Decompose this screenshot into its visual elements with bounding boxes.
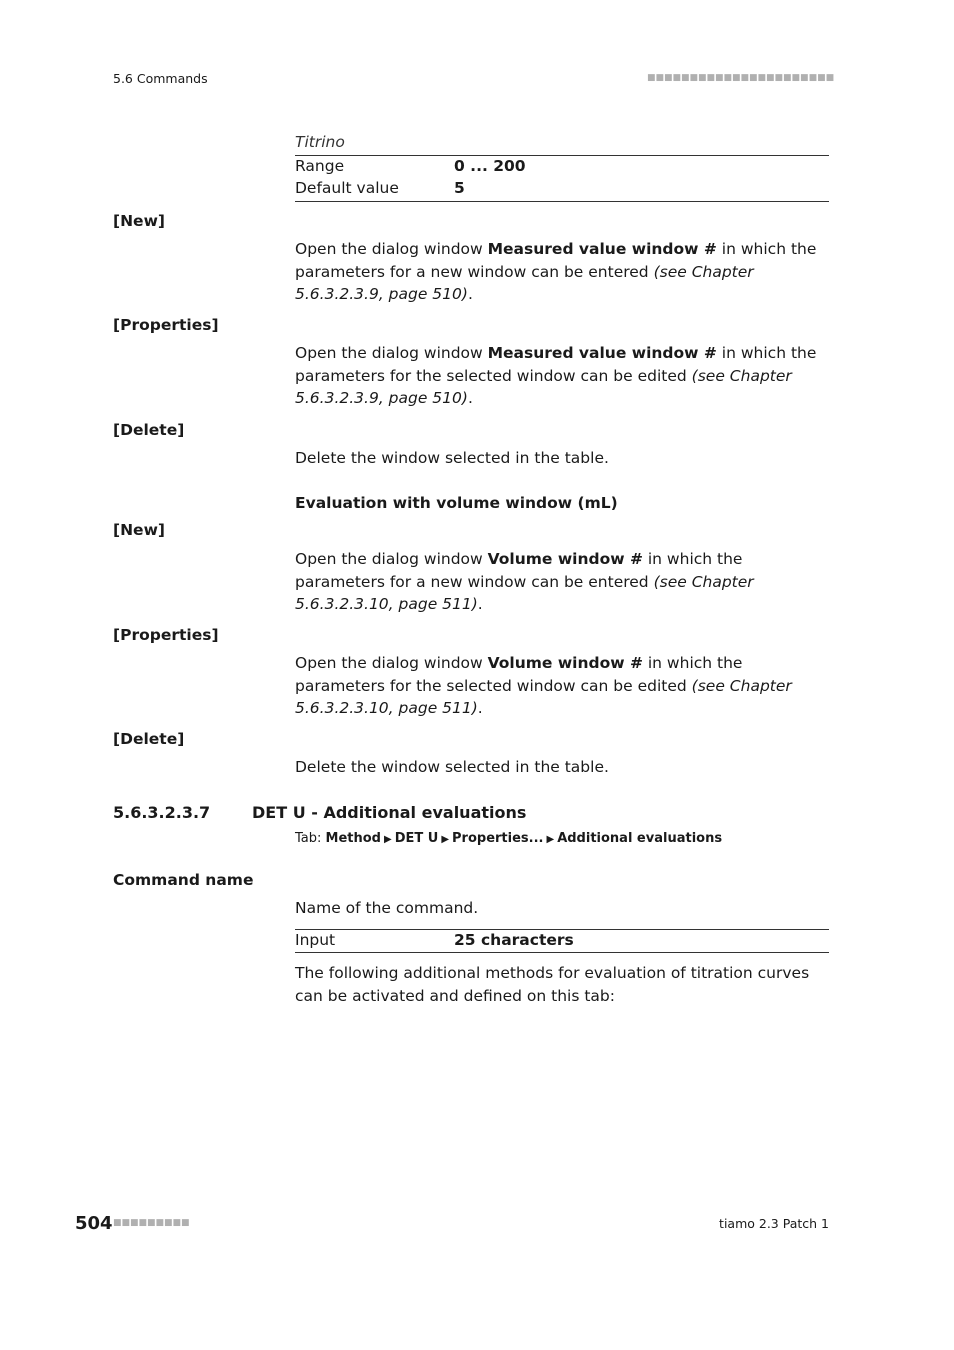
table-row-label: Range bbox=[295, 157, 345, 175]
table-rule-bottom bbox=[295, 201, 829, 202]
table-rule-top bbox=[295, 155, 829, 156]
page-number: 504 bbox=[75, 1213, 113, 1234]
description-paragraph: Open the dialog window Volume window # in which the parameters for the selected window can be edited (see Chapter 5.6.3.2.3.10, page 511). bbox=[295, 654, 792, 717]
tab-path: Tab: Method ▶ DET U ▶ Properties... ▶ Additional evaluations bbox=[295, 831, 723, 846]
table-row-label: Input bbox=[295, 931, 336, 949]
button-label-delete: [Delete] bbox=[113, 730, 185, 748]
button-label-new: [New] bbox=[113, 212, 165, 230]
header-decoration: ■■■■■■■■■■■■■■■■■■■■■■ bbox=[647, 73, 835, 83]
table-rule-top bbox=[295, 929, 829, 930]
table-row-value: 25 characters bbox=[454, 931, 574, 949]
description-paragraph: Open the dialog window Measured value window # in which the parameters for a new window can be entered (see Chapter 5.6.3.2.3.9, page 510). bbox=[295, 240, 817, 303]
button-label-new: [New] bbox=[113, 521, 165, 539]
table-rule-bottom bbox=[295, 952, 829, 953]
closing-paragraph: The following additional methods for evaluation of titration curves can be activated and defined on this tab: bbox=[295, 964, 810, 1005]
subsection-heading: Evaluation with volume window (mL) bbox=[295, 494, 618, 512]
section-number: 5.6.3.2.3.7 bbox=[113, 803, 211, 822]
table-title: Titrino bbox=[295, 133, 345, 151]
description-paragraph: Open the dialog window Volume window # in which the parameters for a new window can be entered (see Chapter 5.6.3.2.3.10, page 511). bbox=[295, 550, 754, 613]
description-paragraph: Delete the window selected in the table. bbox=[295, 449, 609, 467]
command-name-label: Command name bbox=[113, 871, 254, 889]
footer-decoration: ■■■■■■■■■ bbox=[113, 1218, 190, 1228]
table-row-label: Default value bbox=[295, 179, 399, 197]
button-label-properties: [Properties] bbox=[113, 316, 219, 334]
product-name: tiamo 2.3 Patch 1 bbox=[719, 1216, 829, 1231]
description-paragraph: Name of the command. bbox=[295, 899, 479, 917]
button-label-properties: [Properties] bbox=[113, 626, 219, 644]
table-row-value: 5 bbox=[454, 179, 465, 197]
description-paragraph: Open the dialog window Measured value window # in which the parameters for the selected window can be edited (see Chapter 5.6.3.2.3.9, page 510). bbox=[295, 344, 817, 407]
description-paragraph: Delete the window selected in the table. bbox=[295, 758, 609, 776]
button-label-delete: [Delete] bbox=[113, 421, 185, 439]
table-row-value: 0 ... 200 bbox=[454, 157, 526, 175]
running-header: 5.6 Commands bbox=[113, 71, 208, 86]
section-title: DET U - Additional evaluations bbox=[252, 803, 527, 822]
